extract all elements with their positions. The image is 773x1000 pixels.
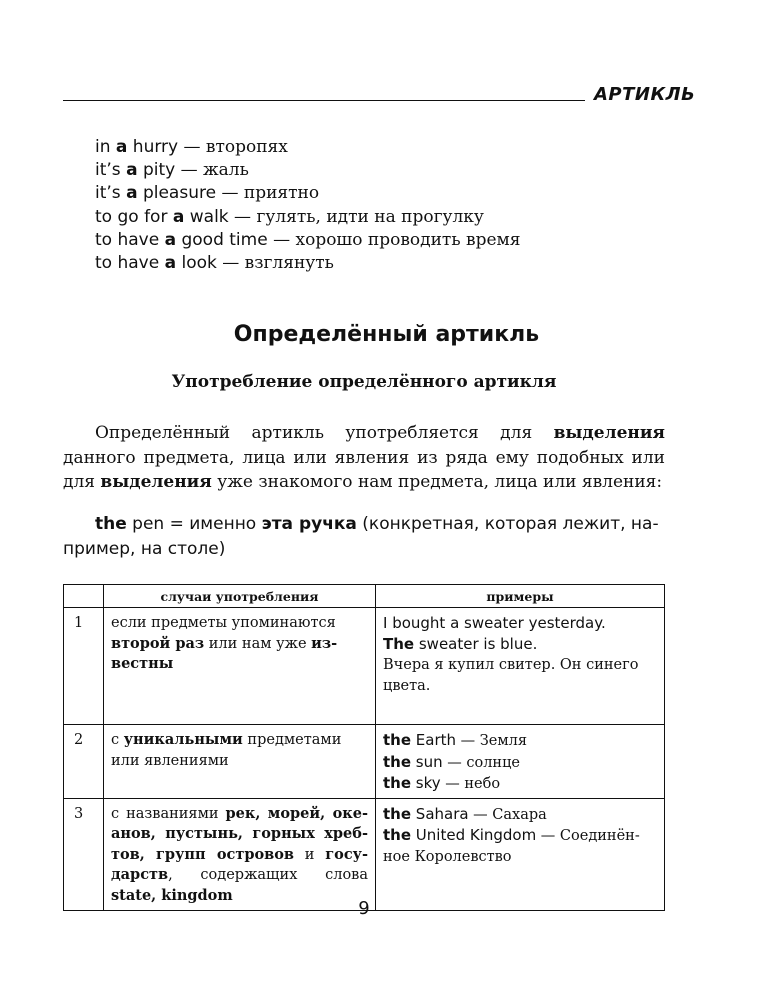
row-number: 2 bbox=[64, 725, 104, 799]
usage-examples: I bought a sweater yesterday. The sweater is blue. Вчера я купил свитер. Он синего цвета. bbox=[376, 608, 665, 725]
row-number: 3 bbox=[64, 798, 104, 910]
phrase-item: it’s a pleasure — приятно bbox=[95, 183, 320, 204]
running-header-title: АРТИКЛЬ bbox=[594, 84, 696, 105]
phrase-item: to have a look — взглянуть bbox=[95, 253, 334, 274]
header-cases: случаи употребления bbox=[104, 585, 376, 608]
usage-case: если предметы упоминаются второй раз или нам уже известны bbox=[104, 608, 376, 725]
phrase-item: to go for a walk — гулять, идти на прогулку bbox=[95, 206, 484, 227]
phrase-item: in a hurry — второпях bbox=[95, 137, 288, 157]
table-row bbox=[64, 725, 665, 799]
usage-table bbox=[63, 584, 665, 911]
header-examples: примеры bbox=[376, 585, 665, 608]
table-row bbox=[64, 798, 665, 910]
phrase-list bbox=[95, 136, 520, 275]
usage-case: с уникальными предметами или явлениями bbox=[104, 725, 376, 799]
phrase-item: to have a good time — хорошо проводить время bbox=[95, 229, 521, 250]
page-number: 9 bbox=[358, 898, 370, 919]
row-number: 1 bbox=[64, 608, 104, 725]
section-title: Определённый артикль bbox=[233, 322, 540, 347]
table-header-row bbox=[64, 585, 665, 608]
header-num bbox=[64, 585, 104, 608]
usage-examples: the Earth — Земля the sun — солнце the sky — небо bbox=[376, 725, 665, 799]
subsection-title: Употребление определённого артикля bbox=[171, 372, 557, 392]
usage-examples: the Sahara — Сахара the United Kingdom — Соединённое Королевство bbox=[376, 798, 665, 910]
header-rule bbox=[63, 100, 585, 101]
table-row bbox=[64, 608, 665, 725]
phrase-item: it’s a pity — жаль bbox=[95, 160, 249, 181]
usage-case: с названиями рек, морей, океанов, пустынь, горных хребтов, групп островов и государств, содержащих слова state, kingdom bbox=[104, 798, 376, 910]
body-paragraph: Определённый артикль употребляется для выделения данного предмета, лица или явления из ряда ему подобных или для выделения уже знакомого нам предмета, лица или явления: bbox=[63, 423, 665, 492]
example-sentence: the pen = именно эта ручка (конкретная, которая лежит, например, на столе) bbox=[63, 514, 659, 559]
